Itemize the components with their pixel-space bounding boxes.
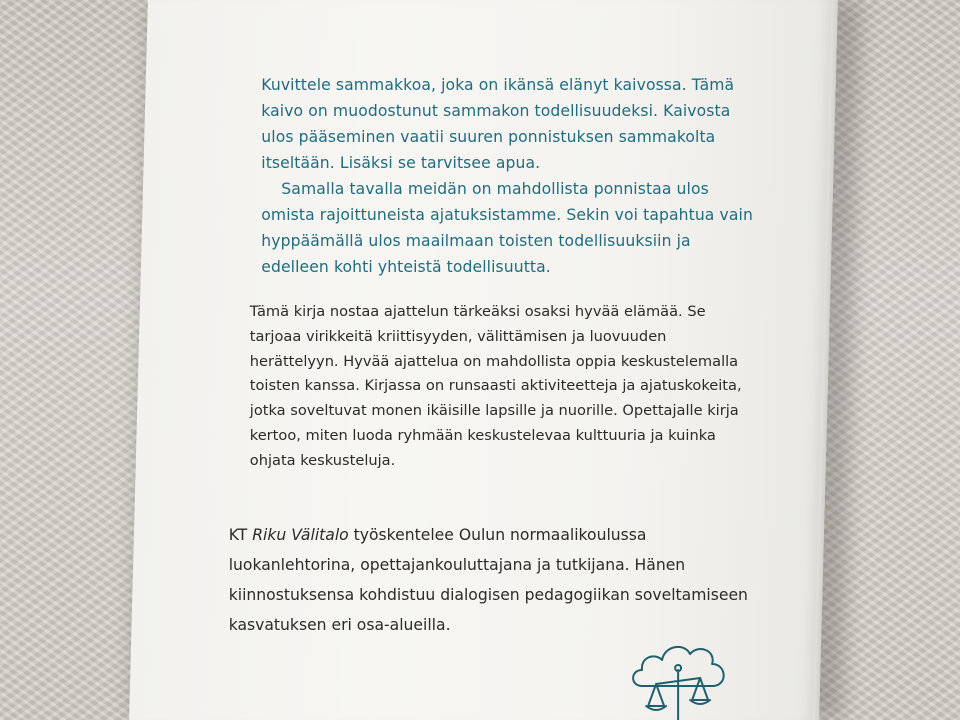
description-block — [250, 300, 756, 474]
cloud-scales-icon — [628, 634, 738, 720]
description-text: Tämä kirja nostaa ajattelun tärkeäksi osaksi hyvää elämää. Se tarjoaa virikkeitä kriittisyyden, välittämisen ja luovuuden herättelyyn. Hyvää ajattelua on mahdollista oppia keskustelemalla toisten kanssa. Kirjassa on runsaasti aktiviteetteja ja ajatuskokeita, jotka soveltuvat monen ikäisille lapsille ja nuorille. Opettajalle kirja kertoo, miten luoda ryhmään keskustelevaa kulttuuria ja kuinka ohjata keskusteluja. — [249, 303, 742, 469]
author-bio-paragraph — [229, 520, 759, 640]
quote-block — [261, 72, 761, 280]
quote-paragraph-1: Kuvittele sammakkoa, joka on ikänsä elänyt kaivossa. Tämä kaivo on muodostunut sammakon todellisuudeksi. Kaivosta ulos pääseminen vaatii suuren ponnistuksen sammakolta itseltään. Lisäksi se tarvitsee apua. — [261, 76, 735, 172]
author-title: KT — [228, 526, 248, 544]
author-name: Riku Välitalo — [252, 526, 349, 544]
author-bio: työskentelee Oulun normaalikoulussa luokanlehtorina, opettajankouluttajana ja tutkijana. Hänen kiinnostuksensa kohdistuu dialogisen pedagogiikan soveltamiseen kasvatuksen eri osa-alueilla. — [228, 526, 748, 634]
author-block — [229, 520, 759, 640]
quote-paragraph-2: Samalla tavalla meidän on mahdollista ponnistaa ulos omista rajoittuneista ajatuksistamme. Sekin voi tapahtua vain hyppäämällä ulos maailmaan toisten todellisuuksiin ja edelleen kohti yhteistä todellisuutta. — [261, 180, 753, 276]
book-back-cover — [129, 0, 838, 720]
